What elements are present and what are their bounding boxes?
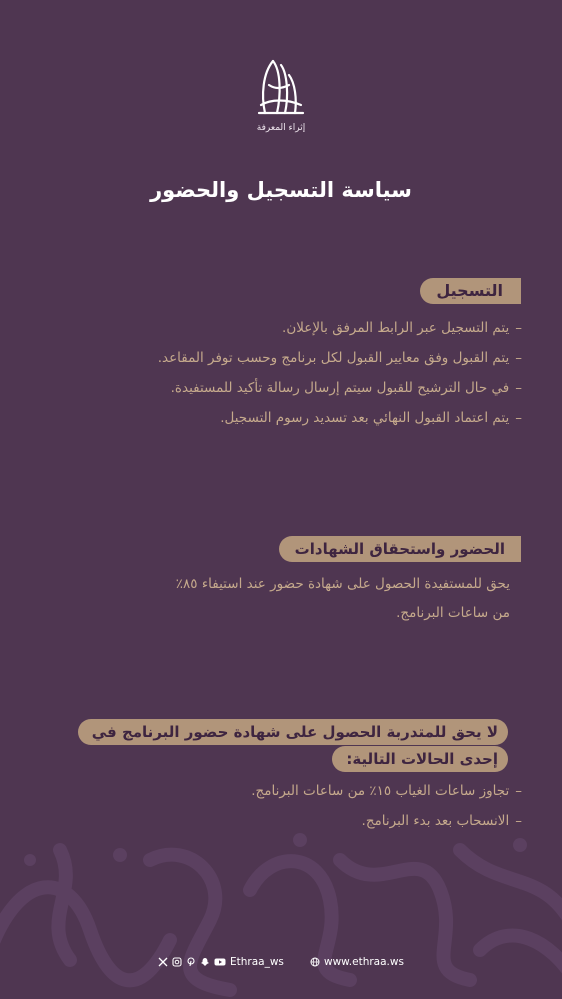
website-url[interactable]: www.ethraa.ws (324, 956, 404, 968)
social-handle[interactable]: Ethraa_ws (230, 956, 284, 968)
social-links[interactable] (158, 956, 284, 968)
youtube-icon[interactable] (214, 957, 226, 967)
globe-icon (310, 957, 320, 967)
ethraa-logo (251, 55, 311, 137)
dash-bullet: – (515, 380, 522, 396)
attendance-line-1: يحق للمستفيدة الحصول على شهادة حضور عند استيفاء ٨٥٪ (175, 576, 510, 592)
ineligible-heading-line-2: إحدى الحالات التالية: (332, 746, 508, 772)
list-item: –يتم التسجيل عبر الرابط المرفق بالإعلان. (282, 320, 522, 336)
footer (0, 952, 562, 974)
list-item: –يتم اعتماد القبول النهائي بعد تسديد رسوم التسجيل. (220, 410, 522, 426)
logo-mark-icon (251, 55, 311, 121)
dash-bullet: – (515, 813, 522, 829)
list-item: –تجاوز ساعات الغياب ١٥٪ من ساعات البرنامج. (251, 783, 522, 799)
dash-bullet: – (515, 320, 522, 336)
pinterest-icon[interactable] (186, 957, 196, 967)
registration-heading: التسجيل (420, 278, 521, 304)
website-link[interactable] (310, 956, 404, 968)
list-item: –يتم القبول وفق معايير القبول لكل برنامج وحسب توفر المقاعد. (157, 350, 522, 366)
instagram-icon[interactable] (172, 957, 182, 967)
dash-bullet: – (515, 410, 522, 426)
logo-caption: إثراء المعرفة (256, 123, 306, 133)
snapchat-icon[interactable] (200, 957, 210, 967)
attendance-line-2: من ساعات البرنامج. (396, 605, 510, 621)
dash-bullet: – (515, 350, 522, 366)
registration-list (22, 313, 522, 433)
page-title: سياسة التسجيل والحضور (150, 178, 412, 202)
dash-bullet: – (515, 783, 522, 799)
ineligible-list (22, 776, 522, 836)
list-item: –الانسحاب بعد بدء البرنامج. (361, 813, 522, 829)
ineligible-heading-line-1: لا يحق للمتدربة الحصول على شهادة حضور البرنامج في (78, 719, 508, 745)
list-item: –في حال الترشيح للقبول سيتم إرسال رسالة تأكيد للمستفيدة. (170, 380, 522, 396)
x-icon[interactable] (158, 957, 168, 967)
attendance-paragraph (40, 570, 510, 628)
attendance-heading: الحضور واستحقاق الشهادات (279, 536, 521, 562)
